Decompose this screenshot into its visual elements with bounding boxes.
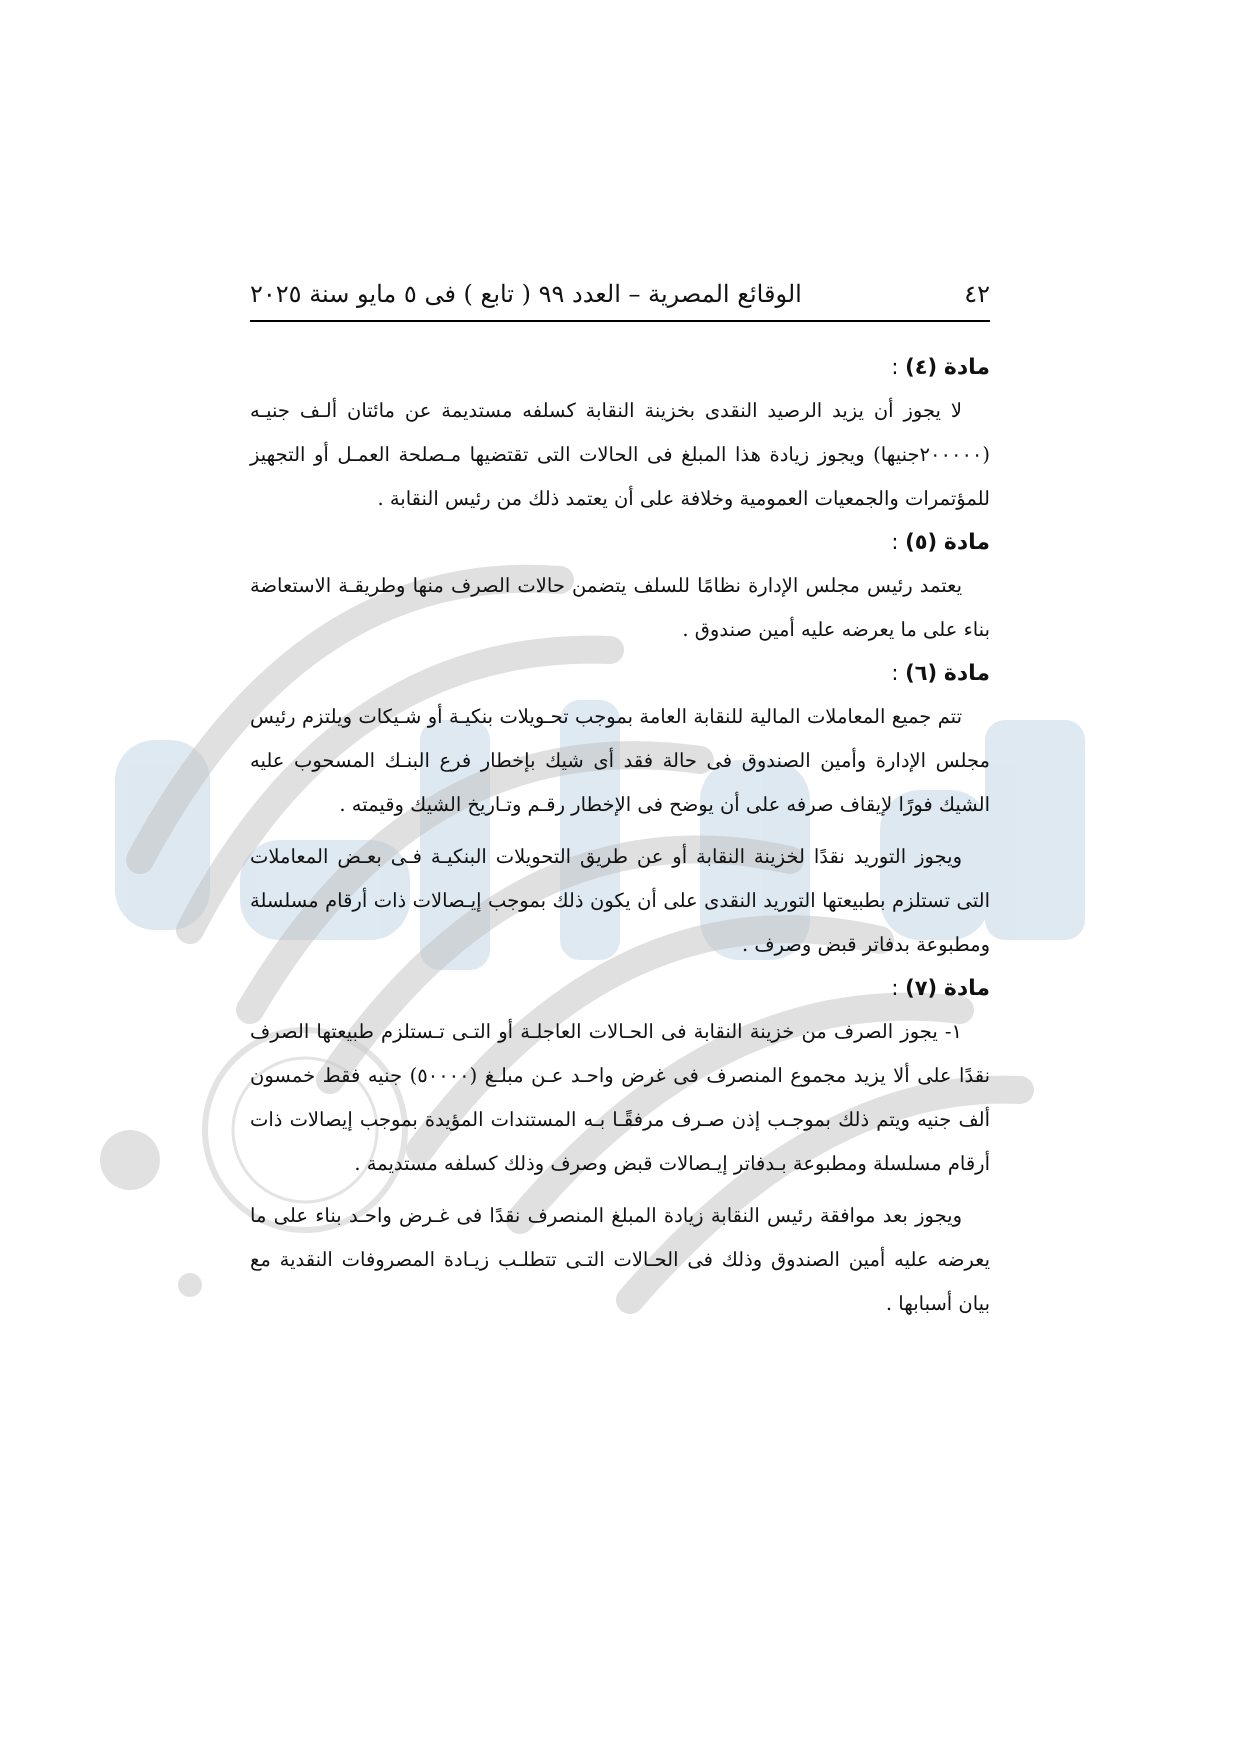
- article-paragraph: ويجوز التوريد نقدًا لخزينة النقابة أو عن طريق التحويلات البنكيـة فـى بعـض المعاملات التى تستلزم بطبيعتها التوريد النقدى على أن يكون ذلك بموجب إيـصالات ذات أرقام مسلسلة ومطبوعة بدفاتر قبض وصرف .: [250, 845, 990, 956]
- document-page: [250, 280, 990, 1326]
- article-paragraph: لا يجوز أن يزيد الرصيد النقدى بخزينة النقابة كسلفه مستديمة عن مائتان ألـف جنيـه (٢٠٠٠٠٠جنيها) ويجوز زيادة هذا المبلغ فى الحالات التى تقتضيها مـصلحة العمـل أو التجهيز للمؤتمرات والجمعيات العمومية وخلافة على أن يعتمد ذلك من رئيس النقابة .: [250, 399, 990, 510]
- article-heading: [250, 973, 990, 1004]
- article-paragraph: تتم جميع المعاملات المالية للنقابة العامة بموجب تحـويلات بنكيـة أو شـيكات ويلتزم رئيس مجلس الإدارة وأمين الصندوق فى حالة فقد أى شيك بإخطار فرع البنـك المسحوب عليه الشيك فورًا لإيقاف صرفه على أن يوضح فى الإخطار رقـم وتـاريخ الشيك وقيمته .: [250, 705, 990, 816]
- article-word: مادة: [943, 530, 990, 555]
- article-heading: [250, 658, 990, 689]
- article-number: (٦): [905, 661, 938, 685]
- article-paragraph: ١- يجوز الصرف من خزينة النقابة فى الحـالات العاجلـة أو التـى تـستلزم طبيعتها الصرف نقدًا على ألا يزيد مجموع المنصرف فى غرض واحـد عـن مبلـغ (٥٠٠٠٠) جنيه فقط خمسون ألف جنيه ويتم ذلك بموجـب إذن صـرف مرفقًـا بـه المستندات المؤيدة بموجب إيصالات ذات أرقام مسلسلة ومطبوعة بـدفاتر إيـصالات قبض وصرف وذلك كسلفه مستديمة .: [250, 1020, 990, 1175]
- article-paragraph: يعتمد رئيس مجلس الإدارة نظامًا للسلف يتضمن حالات الصرف منها وطريقـة الاستعاضة بناء على ما يعرضه عليه أمين صندوق .: [250, 574, 990, 641]
- article-number: (٥): [905, 530, 938, 554]
- article-word: مادة: [943, 661, 990, 686]
- article-colon: :: [891, 976, 899, 1000]
- article-number: (٧): [905, 976, 938, 1000]
- page-header: [250, 280, 990, 322]
- article-colon: :: [891, 355, 899, 379]
- article-heading: [250, 352, 990, 383]
- article-paragraph: ويجوز بعد موافقة رئيس النقابة زيادة المبلغ المنصرف نقدًا فى غـرض واحـد بناء على ما يعرضه عليه أمين الصندوق وذلك فى الحـالات التـى تتطلـب زيـادة المصروفات النقدية مع بيان أسبابها .: [250, 1204, 990, 1315]
- gazette-title: الوقائع المصرية – العدد ٩٩ ( تابع ) فى ٥ مايو سنة ٢٠٢٥: [250, 280, 802, 308]
- article-number: (٤): [905, 355, 938, 379]
- article-word: مادة: [943, 355, 990, 380]
- article-colon: :: [891, 530, 899, 554]
- page-number: ٤٢: [964, 280, 990, 308]
- article-word: مادة: [943, 976, 990, 1001]
- article-colon: :: [891, 661, 899, 685]
- article-heading: [250, 527, 990, 558]
